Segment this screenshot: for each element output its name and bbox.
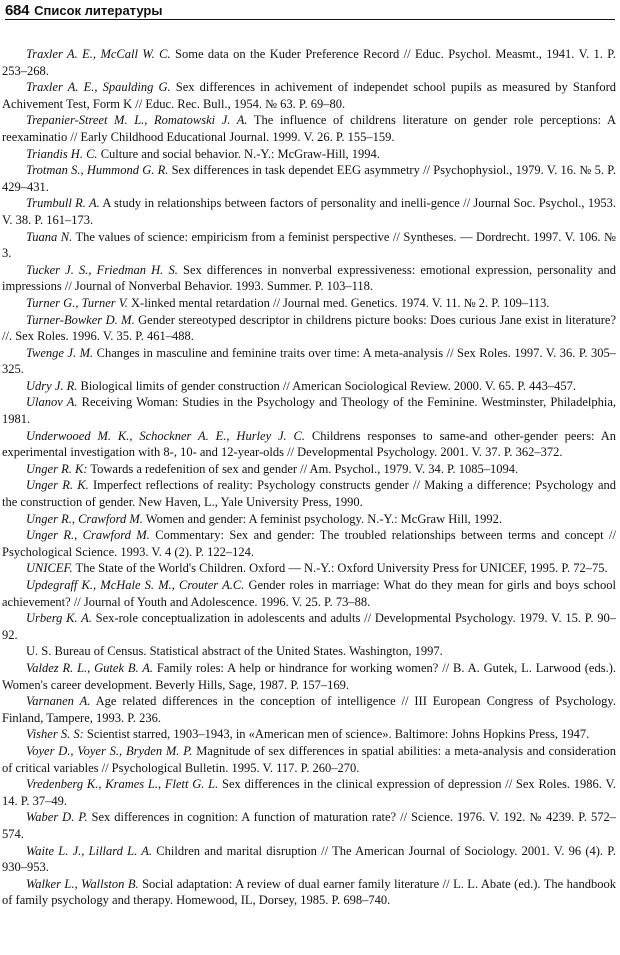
reference-text: Commentary: Sex and gender: The troubled relationships between terms and concept // Psychological Science. 1993. V. 4 (2). P. 122–124. <box>2 528 616 559</box>
reference-text: Social adaptation: A review of dual earner family literature // L. L. Abate (ed.). The handbook of family psychology and therapy. Homewood, IL, Dorsey, 1985. P. 698–740. <box>2 876 616 908</box>
reference-entry <box>2 394 616 427</box>
reference-authors: Trepanier-Street M. L., Romatowski J. A. <box>26 113 248 128</box>
reference-text: Sex differences in the clinical expression of depression // Sex Roles. 1986. V. 14. P. 37–49. <box>2 777 617 808</box>
reference-authors: Urberg K. A. <box>26 611 92 626</box>
reference-text: Age related differences in the conception of intelligence // III European Congress of Psychology. Finland, Tampere, 1993. P. 236. <box>2 694 616 725</box>
reference-entry <box>2 345 616 378</box>
reference-entry <box>2 577 616 610</box>
reference-entry <box>2 295 616 312</box>
reference-entry <box>2 809 616 842</box>
reference-list <box>2 46 616 909</box>
reference-authors: Triandis H. C. <box>26 146 98 161</box>
reference-authors: Valdez R. L., Gutek B. A. <box>26 660 154 675</box>
reference-authors: Unger R., Crawford M. <box>26 528 150 543</box>
reference-text: Some data on the Kuder Preference Record // Educ. Psychol. Measmt., 1941. V. 1. P. 253–268. <box>2 47 617 78</box>
reference-authors: Trotman S., Hummond G. R. <box>26 163 169 178</box>
reference-text: The influence of childrens literature on gender role perceptions: A reexaminatio // Early Childhood Educational Journal. 1999. V. 26. P. 155–159. <box>2 113 616 144</box>
reference-entry <box>2 843 616 876</box>
reference-entry <box>2 312 616 345</box>
section-title: Список литературы <box>34 3 163 18</box>
reference-authors: Unger R. K: <box>26 461 88 476</box>
reference-entry <box>2 560 616 577</box>
reference-text: The State of the World's Children. Oxford — N.-Y.: Oxford University Press for UNICEF, 1995. P. 72–75. <box>72 561 608 576</box>
reference-text: Sex differences in task dependet EEG asymmetry // Psychophysiol., 1979. V. 16. № 5. P. 429–431. <box>2 163 616 194</box>
reference-text: U. S. Bureau of Census. Statistical abstract of the United States. Washington, 1997. <box>26 644 443 659</box>
reference-text: Changes in masculine and feminine traits over time: A meta-analysis // Sex Roles. 1997. V. 36. P. 305–325. <box>2 345 617 377</box>
reference-text: Scientist starred, 1903–1943, in «American men of science». Baltimore: Johns Hopkins Press, 1947. <box>83 727 590 742</box>
reference-text: X-linked mental retardation // Journal med. Genetics. 1974. V. 11. № 2. P. 109–113. <box>127 295 550 310</box>
reference-authors: Underwooed M. K., Schockner A. E., Hurley J. C. <box>26 428 306 443</box>
reference-authors: Walker L., Wallston B. <box>26 876 139 891</box>
reference-text: Gender stereotyped descriptor in childrens picture books: Does curious Jane exist in literature? //. Sex Roles. 1996. V. 35. P. 461–488. <box>2 312 616 344</box>
reference-entry <box>2 262 616 295</box>
reference-authors: Vredenberg K., Krames L., Flett G. L. <box>26 777 219 792</box>
reference-entry <box>2 527 616 560</box>
reference-entry <box>2 610 616 643</box>
reference-entry <box>2 461 616 478</box>
reference-authors: Unger R. K. <box>26 478 89 493</box>
reference-authors: Waber D. P. <box>26 810 88 825</box>
reference-text: Sex differences in achivement of independet school pupils as measured by Stanford Achivement Test, Form K // Educ. Rec. Bull., 1954. № 63. P. 69–80. <box>2 80 616 111</box>
reference-entry <box>2 643 616 660</box>
reference-entry <box>2 162 616 195</box>
reference-entry <box>2 726 616 743</box>
reference-entry <box>2 693 616 726</box>
reference-entry <box>2 776 616 809</box>
reference-authors: Tuana N. <box>26 229 73 244</box>
reference-entry <box>2 511 616 528</box>
reference-authors: Traxler A. E., Spaulding G. <box>26 80 171 95</box>
reference-authors: UNICEF. <box>26 561 73 576</box>
reference-text: Women and gender: A feminist psychology. N.-Y.: McGraw Hill, 1992. <box>142 511 503 526</box>
reference-authors: Traxler A. E., McCall W. C. <box>26 47 171 61</box>
reference-authors: Turner-Bowker D. M. <box>26 312 135 327</box>
reference-text: Sex differences in nonverbal expressiveness: emotional expression, personality and impressions // Journal of Nonverbal Behavior. 1993. Summer. P. 103–118. <box>2 262 616 294</box>
reference-entry <box>2 229 616 262</box>
reference-authors: Voyer D., Voyer S., Bryden M. P. <box>26 743 193 758</box>
reference-entry <box>2 743 616 776</box>
reference-text: Sex-role conceptualization in adolescents and adults // Developmental Psychology. 1979. V. 15. P. 90–92. <box>2 611 616 642</box>
reference-authors: Tucker J. S., Friedman H. S. <box>26 262 178 277</box>
reference-entry <box>2 146 616 163</box>
reference-text: Imperfect reflections of reality: Psychology constructs gender // Making a difference: Psychology and the construction of gender. New Haven, L., Yale University Press, 1990. <box>2 478 616 510</box>
reference-authors: Updegraff K., McHale S. M., Crouter A.C. <box>26 578 245 592</box>
reference-authors: Turner G., Turner V. <box>26 295 128 310</box>
reference-entry <box>2 195 616 228</box>
reference-text: Biological limits of gender construction // American Sociological Review. 2000. V. 65. P. 443–457. <box>77 378 577 393</box>
reference-authors: Visher S. S: <box>26 727 84 742</box>
reference-text: Sex differences in cognition: A function of maturation rate? // Science. 1976. V. 192. № 4239. P. 572–574. <box>2 810 616 841</box>
reference-entry <box>2 428 616 461</box>
reference-text: Family roles: A help or hindrance for working women? // B. A. Gutek, L. Larwood (eds.). Women's career development. Beverly Hills, Sage, 1987. P. 157–169. <box>2 660 616 692</box>
reference-entry <box>2 876 616 909</box>
reference-entry <box>2 660 616 693</box>
reference-entry <box>2 46 616 79</box>
reference-text: Towards a redefenition of sex and gender // Am. Psychol., 1979. V. 34. P. 1085–1094. <box>87 461 519 476</box>
page-number: 684 <box>5 2 30 19</box>
reference-text: Gender roles in marriage: What do they mean for girls and boys school achievement? // Journal of Youth and Adolescence. 1996. V. 25. P. 73–88. <box>2 578 617 609</box>
reference-entry <box>2 79 616 112</box>
reference-authors: Udry J. R. <box>26 378 78 393</box>
reference-text: Children and marital disruption // The American Journal of Sociology. 2001. V. 96 (4). P. 930–953. <box>2 843 616 875</box>
reference-entry <box>2 378 616 395</box>
reference-text: Receiving Woman: Studies in the Psychology and Theology of the Feminine. Westminster, Philadelphia, 1981. <box>2 395 616 427</box>
running-header <box>5 1 615 20</box>
reference-text: Childrens responses to same-and other-gender peers: An experimental investigation with 8-, 10- and 12-year-olds // Developmental Psychology. 2001. V. 37. P. 362–372. <box>2 428 616 460</box>
reference-authors: Unger R., Crawford M. <box>26 511 143 526</box>
reference-entry <box>2 477 616 510</box>
reference-entry <box>2 112 616 145</box>
reference-text: The values of science: empiricism from a feminist perspective // Syntheses. — Dordrecht. 1997. V. 106. № 3. <box>2 229 616 261</box>
reference-text: A study in relationships between factors of personality and inelli-gence // Journal Soc. Psychol., 1953. V. 38. P. 161–173. <box>2 196 616 227</box>
reference-authors: Trumbull R. A. <box>26 196 100 211</box>
reference-authors: Waite L. J., Lillard L. A. <box>26 843 153 858</box>
reference-authors: Twenge J. M. <box>26 345 94 360</box>
reference-text: Culture and social behavior. N.-Y.: McGraw-Hill, 1994. <box>97 146 380 161</box>
reference-text: Magnitude of sex differences in spatial abilities: a meta-analysis and consideration of critical variables // Psychological Bulletin. 1995. V. 117. P. 260–270. <box>2 743 617 775</box>
reference-authors: Varnanen A. <box>26 694 91 709</box>
reference-authors: Ulanov A. <box>26 395 78 410</box>
